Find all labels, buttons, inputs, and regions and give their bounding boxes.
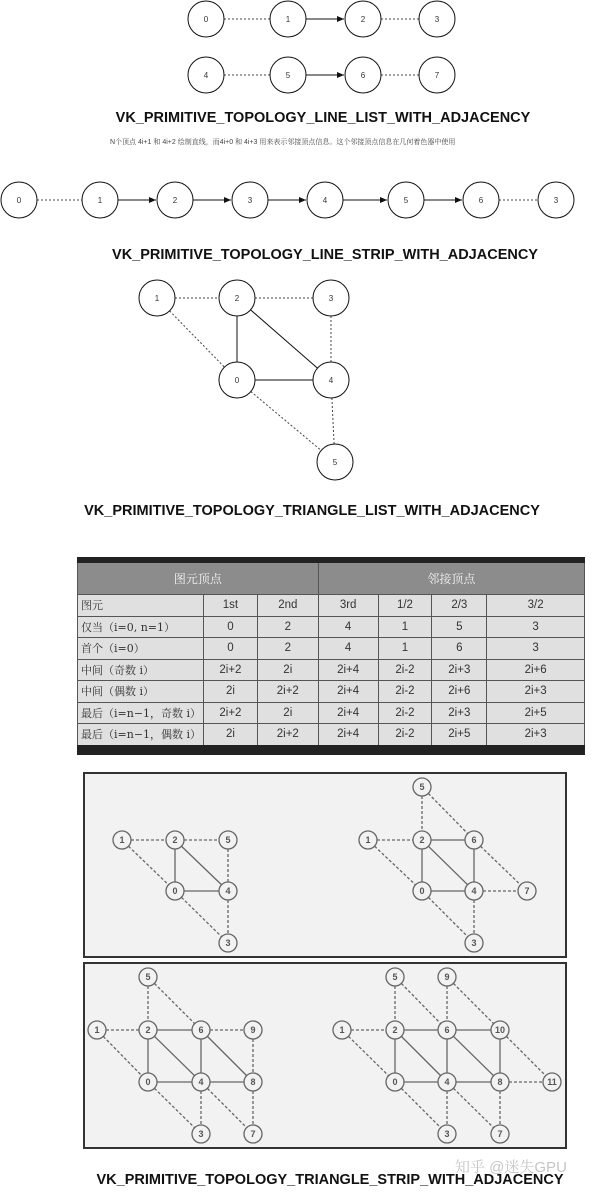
table-cell: 2nd xyxy=(257,595,318,617)
table-row xyxy=(78,681,585,703)
vertex-label: 2 xyxy=(360,14,366,24)
title-triangle-strip: VK_PRIMITIVE_TOPOLOGY_TRIANGLE_STRIP_WITH_ADJACENCY xyxy=(96,1172,564,1188)
vertex-label: 1 xyxy=(97,195,103,205)
table-row xyxy=(78,702,585,724)
table-cell: 1 xyxy=(378,638,432,660)
vertex-label: 0 xyxy=(203,14,209,24)
edge-dashed xyxy=(401,983,440,1023)
vertex-label: 4 xyxy=(444,1077,450,1088)
vertex-label: 5 xyxy=(145,972,151,983)
edge-dashed xyxy=(375,846,416,885)
edge-dashed xyxy=(128,846,168,885)
vertex-label: 7 xyxy=(250,1129,256,1140)
table-cell: 1 xyxy=(378,616,432,638)
vertex-label: 5 xyxy=(225,835,231,846)
vertex-label: 3 xyxy=(444,1129,450,1140)
vertex-label: 3 xyxy=(553,195,559,205)
table-cell: 2i xyxy=(203,681,257,703)
vertex-label: 5 xyxy=(392,972,398,983)
table-cell: 6 xyxy=(432,638,487,660)
edge-dashed xyxy=(181,897,221,936)
vertex-label: 7 xyxy=(524,886,530,897)
table-cell: 3rd xyxy=(318,595,378,617)
vertex-label: 5 xyxy=(403,195,409,205)
vertex-label: 4 xyxy=(322,195,328,205)
table-cell: 0 xyxy=(203,616,257,638)
table-cell: 2 xyxy=(257,638,318,660)
line-list-note: N个顶点 4i+1 和 4i+2 绘制直线，而4i+0 和 4i+3 用来表示邻接顶点信息。这个邻接顶点信息在几何着色器中使用 xyxy=(110,139,456,146)
edge-dotted xyxy=(170,311,225,367)
vertex-label: 7 xyxy=(434,70,440,80)
table-cell: 2i+5 xyxy=(432,724,487,750)
table-cell: 2i+2 xyxy=(257,681,318,703)
table-cell: 2i+5 xyxy=(487,702,585,724)
adjacency-vertex-table xyxy=(77,557,585,755)
vertex-label: 1 xyxy=(154,293,160,303)
table-cell: 3/2 xyxy=(487,595,585,617)
title-triangle-list: VK_PRIMITIVE_TOPOLOGY_TRIANGLE_LIST_WITH_ADJACENCY xyxy=(84,503,540,519)
vertex-label: 2 xyxy=(172,835,178,846)
vertex-label: 6 xyxy=(360,70,366,80)
table-cell: 2i-2 xyxy=(378,659,432,681)
table-cell: 2i xyxy=(203,724,257,750)
vertex-label: 0 xyxy=(16,195,22,205)
table-cell: 2i+3 xyxy=(432,702,487,724)
table-cell: 5 xyxy=(432,616,487,638)
row-label: 图元 xyxy=(78,595,204,617)
vertex-label: 2 xyxy=(392,1025,398,1036)
vertex-label: 11 xyxy=(547,1077,557,1088)
vertex-label: 8 xyxy=(250,1077,256,1088)
edge-dashed xyxy=(480,846,520,885)
edge-solid xyxy=(207,1036,246,1075)
vertex-label: 9 xyxy=(250,1025,256,1036)
vertex-label: 5 xyxy=(332,457,338,467)
table-cell: 2i+6 xyxy=(487,659,585,681)
table-cell: 2i+4 xyxy=(318,724,378,750)
title-line-strip: VK_PRIMITIVE_TOPOLOGY_LINE_STRIP_WITH_ADJACENCY xyxy=(112,247,538,263)
vertex-label: 4 xyxy=(203,70,209,80)
table-cell: 2i-2 xyxy=(378,702,432,724)
edge-solid xyxy=(428,846,467,884)
table-row xyxy=(78,659,585,681)
table-cell: 2i xyxy=(257,702,318,724)
vertex-label: 3 xyxy=(328,293,334,303)
table-cell: 4 xyxy=(318,616,378,638)
group-header-primitive-vertices: 图元顶点 xyxy=(78,560,319,595)
table-cell: 3 xyxy=(487,616,585,638)
table-cell: 2i+3 xyxy=(487,681,585,703)
row-label: 中间（奇数 i） xyxy=(78,659,204,681)
edge-solid xyxy=(181,846,221,885)
table-cell: 2i-2 xyxy=(378,724,432,750)
edge-dotted xyxy=(332,398,334,444)
edge-dashed xyxy=(428,793,467,833)
vertex-label: 2 xyxy=(419,835,425,846)
vertex-label: 0 xyxy=(172,886,178,897)
table-cell: 2i+4 xyxy=(318,702,378,724)
edge-dashed xyxy=(154,1088,194,1127)
vertex-label: 0 xyxy=(145,1077,151,1088)
table-row xyxy=(78,638,585,660)
table-cell: 2i+2 xyxy=(203,659,257,681)
table-cell: 2i-2 xyxy=(378,681,432,703)
table-column-header-row xyxy=(78,595,585,617)
table-cell: 2i xyxy=(257,659,318,681)
table-row xyxy=(78,616,585,638)
table-cell: 2/3 xyxy=(432,595,487,617)
edge-dashed xyxy=(154,983,194,1023)
vertex-label: 3 xyxy=(225,938,231,949)
row-label: 最后（i=n−1，奇数 i） xyxy=(78,702,204,724)
table-row xyxy=(78,724,585,750)
vertex-label: 4 xyxy=(328,375,334,385)
edge-dashed xyxy=(506,1036,545,1075)
vertex-label: 2 xyxy=(234,293,240,303)
table-cell: 2i+2 xyxy=(257,724,318,750)
edge-dashed xyxy=(207,1088,246,1127)
table-cell: 2i+3 xyxy=(487,724,585,750)
table-cell: 1/2 xyxy=(378,595,432,617)
vertex-label: 1 xyxy=(365,835,371,846)
table-cell: 0 xyxy=(203,638,257,660)
vertex-label: 4 xyxy=(471,886,477,897)
group-header-adjacent-vertices: 邻接顶点 xyxy=(318,560,584,595)
table-cell: 4 xyxy=(318,638,378,660)
edge-solid xyxy=(453,1036,493,1075)
vertex-label: 1 xyxy=(119,835,125,846)
vertex-label: 2 xyxy=(145,1025,151,1036)
vertex-label: 9 xyxy=(444,972,450,983)
table-cell: 2i+4 xyxy=(318,659,378,681)
row-label: 最后（i=n−1，偶数 i） xyxy=(78,724,204,750)
vertex-label: 4 xyxy=(225,886,231,897)
table-cell: 2i+6 xyxy=(432,681,487,703)
edge-dashed xyxy=(103,1036,141,1075)
vertex-label: 6 xyxy=(478,195,484,205)
edge-dotted xyxy=(251,392,321,451)
vertex-label: 6 xyxy=(198,1025,204,1036)
row-label: 首个（i=0） xyxy=(78,638,204,660)
edge-dashed xyxy=(428,897,467,936)
title-line-list: VK_PRIMITIVE_TOPOLOGY_LINE_LIST_WITH_ADJACENCY xyxy=(115,110,531,126)
table-cell: 3 xyxy=(487,638,585,660)
edge-dashed xyxy=(401,1088,440,1127)
table-cell: 2i+3 xyxy=(432,659,487,681)
edge-dashed xyxy=(453,983,493,1023)
vertex-label: 3 xyxy=(471,938,477,949)
vertex-label: 8 xyxy=(497,1077,503,1088)
table-cell: 2i+4 xyxy=(318,681,378,703)
vertex-label: 7 xyxy=(497,1129,503,1140)
vertex-label: 0 xyxy=(392,1077,398,1088)
edge-dashed xyxy=(348,1036,388,1075)
row-label: 仅当（i=0, n=1） xyxy=(78,616,204,638)
vertex-label: 10 xyxy=(494,1025,506,1036)
vertex-label: 3 xyxy=(198,1129,204,1140)
vertex-label: 0 xyxy=(419,886,425,897)
table-cell: 1st xyxy=(203,595,257,617)
edge-solid xyxy=(251,310,318,368)
vertex-label: 3 xyxy=(247,195,253,205)
table-cell: 2 xyxy=(257,616,318,638)
vertex-label: 6 xyxy=(444,1025,450,1036)
vertex-label: 6 xyxy=(471,835,477,846)
vertex-label: 2 xyxy=(172,195,178,205)
vertex-label: 1 xyxy=(285,14,291,24)
edge-dashed xyxy=(453,1088,493,1127)
vertex-label: 1 xyxy=(339,1025,345,1036)
watermark: 知乎 @迷失GPU xyxy=(455,1159,567,1176)
vertex-label: 1 xyxy=(94,1025,100,1036)
vertex-label: 0 xyxy=(234,375,240,385)
vertex-label: 5 xyxy=(285,70,291,80)
vertex-label: 5 xyxy=(419,782,425,793)
vertex-label: 4 xyxy=(198,1077,204,1088)
row-label: 中间（偶数 i） xyxy=(78,681,204,703)
edge-solid xyxy=(401,1036,440,1075)
edge-solid xyxy=(154,1036,194,1075)
vertex-label: 3 xyxy=(434,14,440,24)
table-cell: 2i+2 xyxy=(203,702,257,724)
